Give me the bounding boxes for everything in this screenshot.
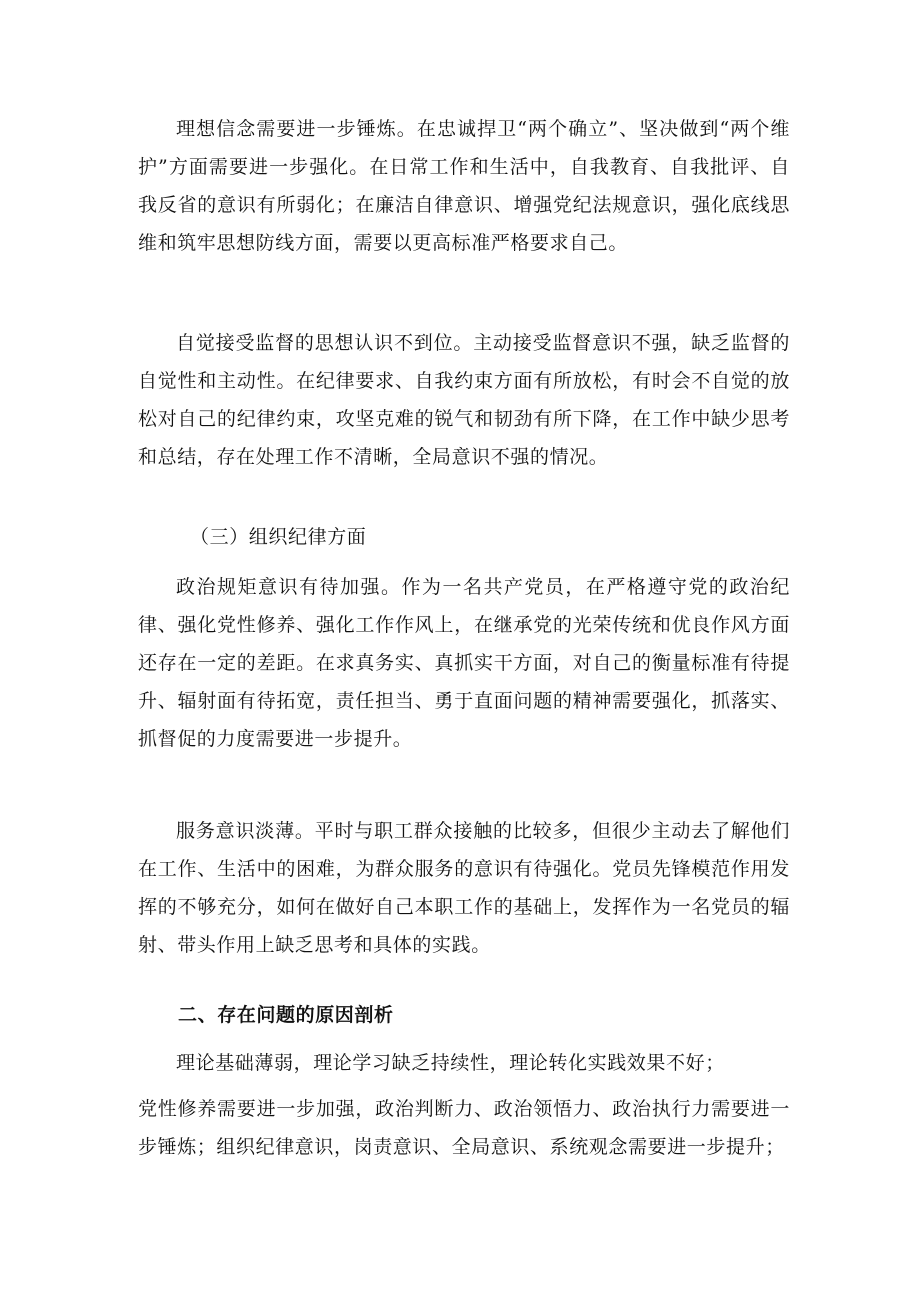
paragraph-theory-basis: 理论基础薄弱，理论学习缺乏持续性，理论转化实践效果不好；: [176, 1052, 725, 1074]
paragraph-service-awareness: 服务意识淡薄。平时与职工群众接触的比较多，但很少主动去了解他们在工作、生活中的困难，为群众服务的意识有待强化。党员先锋模范作用发挥的不够充分，如何在做好自己本职工作的基础上，发挥作为一名党员的辐射、带头作用上缺乏思考和具体的实践。: [138, 820, 790, 956]
paragraph-ideals: 理想信念需要进一步锤炼。在忠诚捍卫“两个确立”、坚决做到“两个维护”方面需要进一步强化。在日常工作和生活中，自我教育、自我批评、自我反省的意识有所弱化；在廉洁自律意识、增强党纪法规意识，强化底线思维和筑牢思想防线方面，需要以更高标准严格要求自己。: [138, 118, 790, 254]
paragraph-supervision: 自觉接受监督的思想认识不到位。主动接受监督意识不强，缺乏监督的自觉性和主动性。在纪律要求、自我约束方面有所放松，有时会不自觉的放松对自己的纪律约束，攻坚克难的锐气和韧劲有所下降，在工作中缺少思考和总结，存在处理工作不清晰，全局意识不强的情况。: [138, 332, 790, 468]
section-heading-cause-analysis: 二、存在问题的原因剖析: [178, 1004, 394, 1026]
subheading-organization-discipline: （三）组织纪律方面: [190, 526, 367, 548]
paragraph-political-rules: 政治规矩意识有待加强。作为一名共产党员，在严格遵守党的政治纪律、强化党性修养、强化工作作风上，在继承党的光荣传统和优良作风方面还存在一定的差距。在求真务实、真抓实干方面，对自己的衡量标准有待提升、辐射面有待拓宽，责任担当、勇于直面问题的精神需要强化，抓落实、抓督促的力度需要进一步提升。: [138, 576, 790, 750]
paragraph-party-cultivation: 党性修养需要进一步加强，政治判断力、政治领悟力、政治执行力需要进一步锤炼；组织纪律意识，岗责意识、全局意识、系统观念需要进一步提升；: [138, 1098, 790, 1158]
